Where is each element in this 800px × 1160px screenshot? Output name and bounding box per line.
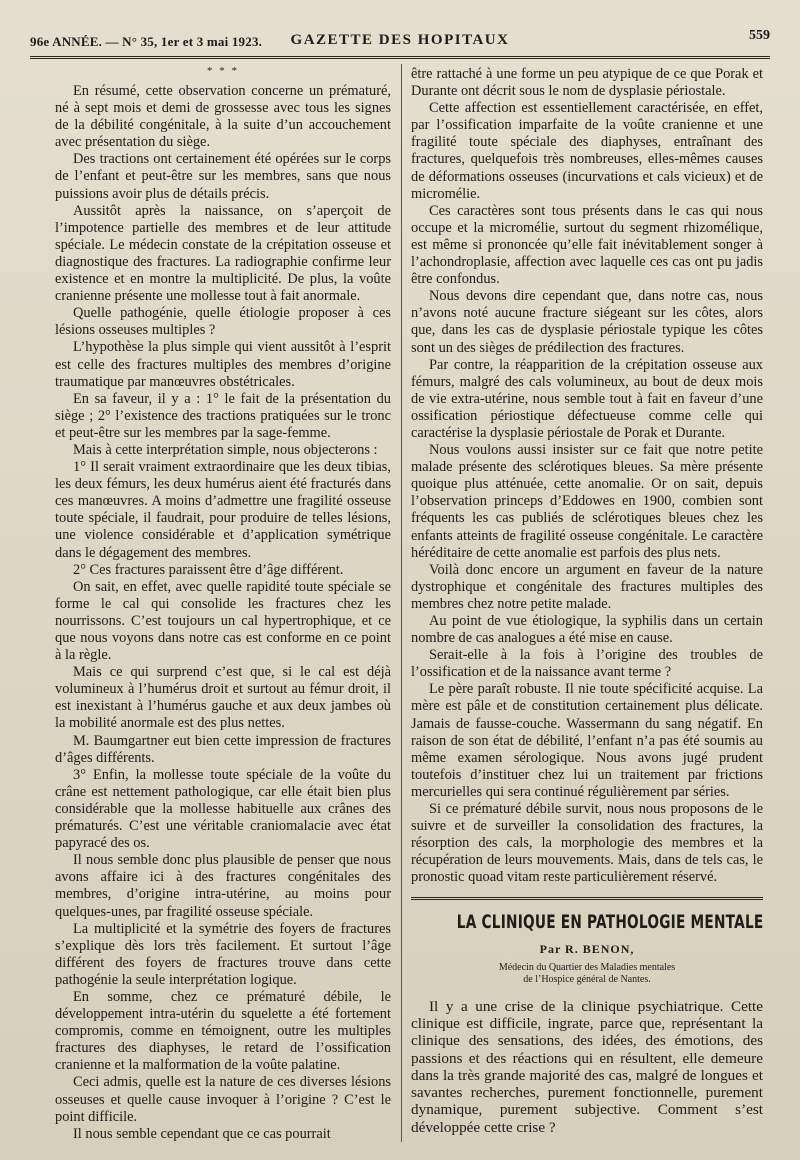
header-rule — [30, 56, 770, 59]
paragraph: Des tractions ont certainement été opérées sur le corps de l’enfant et peut-être sur les membres, sans que nous puissions avoir plus de détails précis. — [55, 151, 391, 202]
paragraph: 2° Ces fractures paraissent être d’âge différent. — [73, 561, 344, 578]
right-column — [411, 66, 763, 1136]
paragraph: En sa faveur, il y a : 1° le fait de la présentation du siège ; 2° l’existence des tractions pratiquées sur le tronc et peut-être sur les membres par la sage-femme. — [55, 390, 391, 441]
paragraph: Nous devons dire cependant que, dans notre cas, nous n’avons noté aucune fracture siégeant sur les côtes, alors que, dans les cas de dysplasie périostale typique les côtes sont un des sièges de prédilection des fractures. — [411, 288, 763, 356]
left-column — [55, 66, 391, 1143]
paragraph: Serait-elle à la fois à l’origine des troubles de l’ossification et de la naissance avant terme ? — [411, 647, 763, 681]
page-number: 559 — [749, 28, 770, 43]
paragraph: Cette affection est essentiellement caractérisée, en effet, par l’ossification imparfaite de la voûte cranienne et une fragilité toute spéciale des diaphyses, entraînant des fractures, quelquefois très nombreuses, elles-mêmes causes de déformations osseuses (incurvations et cals vicieux) et de micromélie. — [411, 100, 763, 202]
paragraph: 3° Enfin, la mollesse toute spéciale de la voûte du crâne est nettement pathologique, car elle était bien plus considérable que la mollesse habituelle aux crânes des prématurés. C’est une véritable craniomalacie avec état papyracé des os. — [55, 766, 391, 852]
paragraph: En résumé, cette observation concerne un prématuré, né à sept mois et demi de grossesse avec tous les signes de la débilité congénitale, à la suite d’un accouchement avec présentation du siège. — [55, 83, 391, 151]
paragraph: Le père paraît robuste. Il nie toute spécificité acquise. La mère est pâle et de constitution certainement plus délicate. Jamais de fausse-couche. Wassermann du sang négatif. En raison de son état de débilité, l’enfant n’a pas été soumis au même examen sérologique. Nous avons jugé prudent toutefois d’instituer chez lui un traitement par frictions mercurielles qui sera continué régulièrement par séries. — [411, 681, 763, 800]
affiliation-line: de l’Hospice général de Nantes. — [523, 973, 651, 985]
paragraph: Il nous semble cependant que ce cas pourrait — [73, 1125, 331, 1142]
paragraph: L’hypothèse la plus simple qui vient aussitôt à l’esprit est celle des fractures multiples des membres d’origine traumatique par manœuvres obstétricales. — [55, 339, 391, 390]
paragraph: Mais à cette interprétation simple, nous objecterons : — [73, 441, 378, 458]
paragraph: Mais ce qui surprend c’est que, si le cal est déjà volumineux à l’humérus droit et surtout au fémur droit, il est inexistant à l’humérus gauche et aux deux jambes où la mobilité anormale est des plus nettes. — [55, 664, 391, 732]
paragraph: La multiplicité et la symétrie des foyers de fractures s’explique dès lors très facilement. Et surtout l’âge différent des foyers de fractures trouve dans cette pathogénie la seule interprétation logique. — [55, 920, 391, 988]
paragraph: Ces caractères sont tous présents dans le cas qui nous occupe et la micromélie, surtout du segment rhizomélique, est même si prononcée qu’elle fait inévitablement songer à l’achondroplasie, affection avec laquelle ces cas ont pu jadis être confondus. — [411, 202, 763, 288]
column-divider — [401, 64, 402, 1142]
paragraph: Ceci admis, quelle est la nature de ces diverses lésions osseuses et quelle cause invoquer à l’origine ? C’est le point difficile. — [55, 1074, 391, 1125]
paragraph: Au point de vue étiologique, la syphilis dans un certain nombre de cas analogues a été mise en cause. — [411, 613, 763, 647]
paragraph: Voilà donc encore un argument en faveur de la nature dystrophique et congénitale des fractures multiples des membres chez notre petite malade. — [411, 561, 763, 612]
article-body: Il y a une crise de la clinique psychiatrique. Cette clinique est difficile, ingrate, parce que, représentant la clinique des sensations, des idées, des émotions, des passions et des réactions qui en résultent, elle demeure dans la très grande majorité des cas, malgré de longues et savantes recherches, purement fonctionnelle, purement dynamique, purement subjective. Comment s’est développée cette crise ? — [411, 997, 763, 1136]
author-affiliation — [411, 962, 763, 986]
article-author: Par R. BENON, — [539, 941, 635, 956]
paragraph: Si ce prématuré débile survit, nous nous proposons de le suivre et de surveiller la consolidation des fractures, la résorption des cals, la morphologie des membres et la récupération de leurs mouvements. Mais, dans de tels cas, le pronostic quoad vitam reste particulièrement réservé. — [411, 801, 763, 886]
paragraph-continued: être rattaché à une forme un peu atypique de ce que Porak et Durante ont décrit sous le nom de dysplasie périostale. — [411, 66, 763, 100]
paragraph: Il nous semble donc plus plausible de penser que nous avons affaire ici à des fractures congénitales des membres, d’origine intra-utérine, au moins pour quelques-unes, par fragilité osseuse spéciale. — [55, 852, 391, 920]
paragraph: Par contre, la réapparition de la crépitation osseuse aux fémurs, malgré des cals volumineux, au bout de deux mois de vie extra-utérine, nous semble tout à fait en faveur d’une ossification périostique défectueuse comme celle qui caractérise la dysplasie périostale de Porak et Durante. — [411, 356, 763, 441]
paragraph: On sait, en effet, avec quelle rapidité toute spéciale se forme le cal qui consolide les fractures chez les nourrissons. C’est toujours un cal hypertrophique, et ce que nous voyons dans notre cas est conforme en ce point à la règle. — [55, 578, 391, 664]
article-title: LA CLINIQUE EN PATHOLOGIE MENTALE — [456, 911, 764, 933]
paragraph: Aussitôt après la naissance, on s’aperçoit de l’impotence partielle des membres et de leur attitude spéciale. Le médecin constate de la crépitation osseuse et diagnostique des fractures. La radiographie confirme leur existence et en montre la multiplicité. De plus, la voûte cranienne présente une mollesse tout à fait anormale. — [55, 202, 391, 305]
affiliation-line: Médecin du Quartier des Maladies mentales — [498, 961, 676, 973]
publication-title: GAZETTE DES HOPITAUX — [290, 32, 510, 48]
section-separator: * * * — [207, 65, 239, 77]
paragraph: 1° Il serait vraiment extraordinaire que les deux tibias, les deux fémurs, les deux humérus aient été fracturés dans ces manœuvres. A moins d’admettre une fragilité osseuse toute spéciale, il faudrait, pour produire de telles lésions, une violence considérable et d’application symétrique dans le dégagement des membres. — [55, 459, 391, 561]
page-header — [30, 22, 770, 54]
issue-info: 96e ANNÉE. — N° 35, 1er et 3 mai 1923. — [30, 34, 263, 49]
paragraph: M. Baumgartner eut bien cette impression de fractures d’âges différents. — [55, 732, 391, 766]
paragraph: Quelle pathogénie, quelle étiologie proposer à ces lésions osseuses multiples ? — [55, 305, 391, 339]
paragraph: En somme, chez ce prématuré débile, le développement intra-utérin du squelette a été fortement compromis, comme en témoignent, outre les multiples fractures des diaphyses, le retard de l’ossification cranienne et la malformation de la voûte palatine. — [55, 988, 391, 1074]
article-separator-rule — [411, 897, 763, 900]
paragraph: Nous voulons aussi insister sur ce fait que notre petite malade présente des sclérotiques bleues. Sa mère présente quoique plus atténuée, cette anomalie. Or on sait, depuis l’observation princeps d’Eddowes en 1900, combien sont fréquents les cas publiés de sclérotiques bleues chez les enfants atteints de fragilité osseuse congénitale. Le caractère héréditaire de cette anomalie est parfois des plus nets. — [411, 442, 763, 561]
